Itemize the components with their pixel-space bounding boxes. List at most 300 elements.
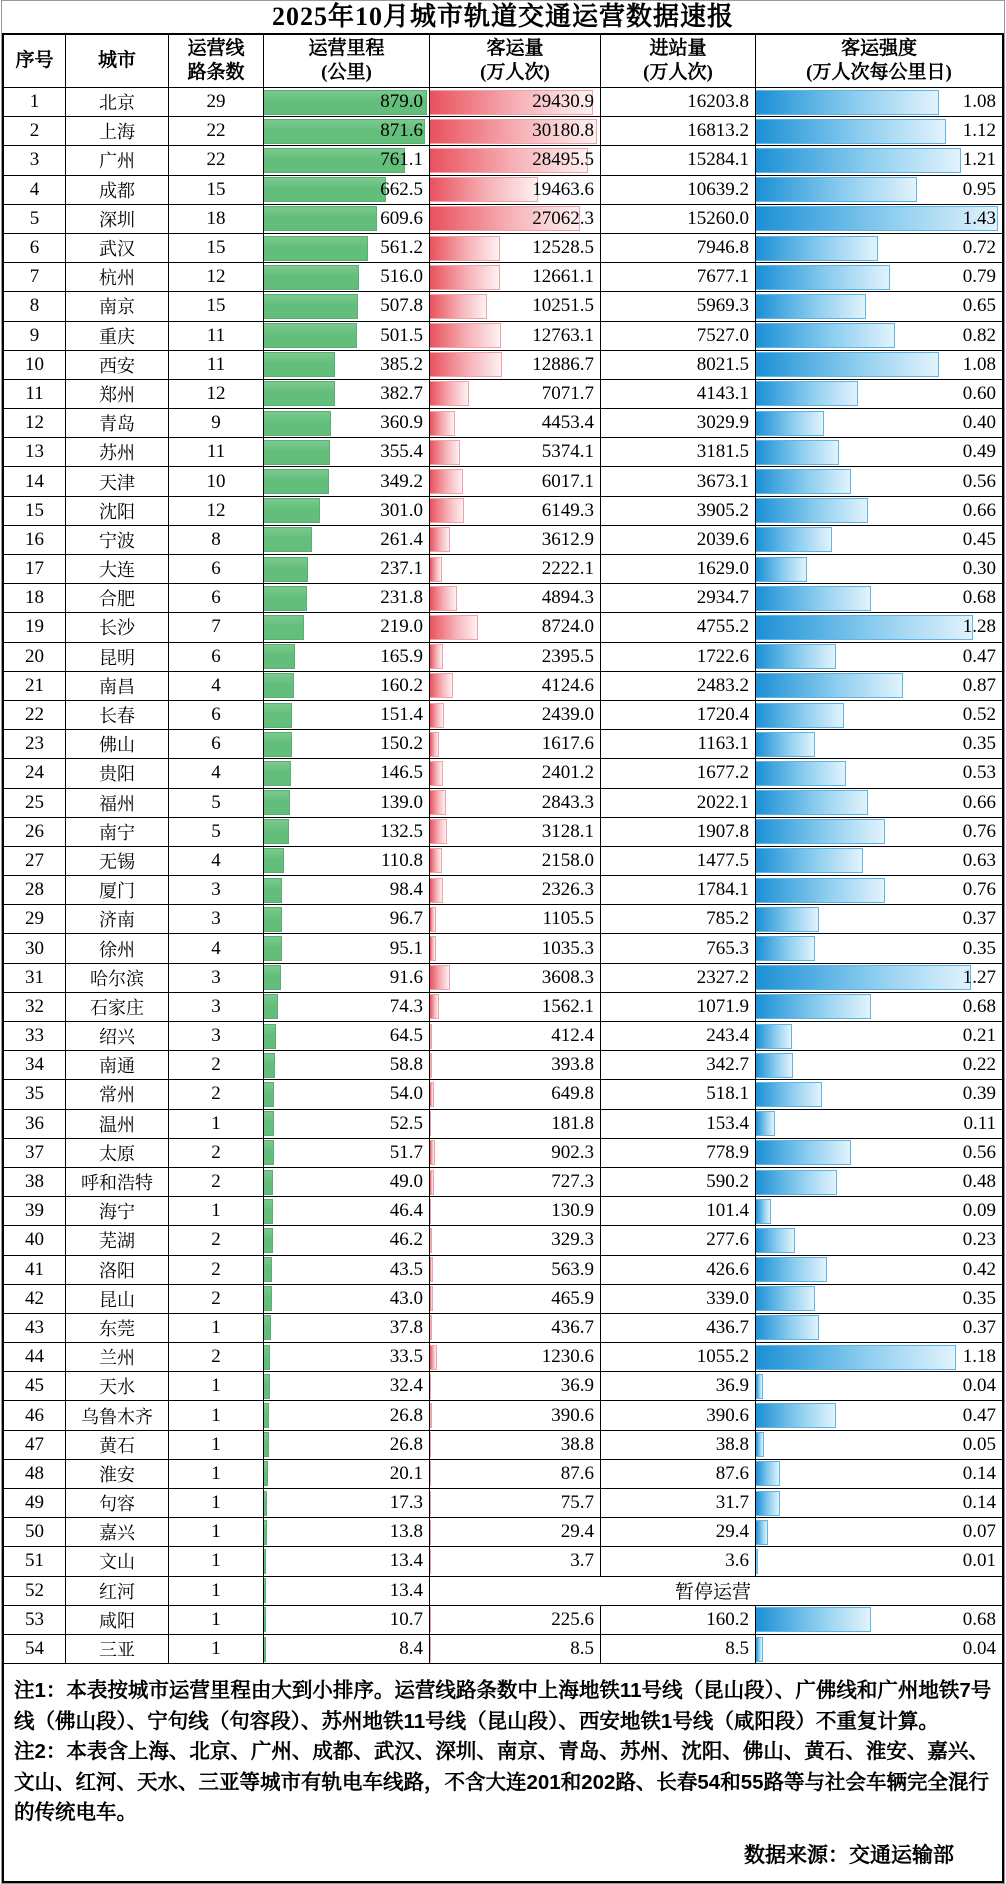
cell-entries: [600, 992, 755, 1021]
cell-index: [4, 1109, 65, 1138]
cell-volume: [429, 1517, 600, 1546]
intensity-bar: [756, 878, 885, 903]
cell-volume: [429, 1605, 600, 1634]
cell-intensity: [755, 642, 1002, 671]
index-value: 52: [25, 1579, 44, 1601]
cell-index: [4, 1517, 65, 1546]
index-value: 32: [25, 995, 44, 1017]
data-table: [2, 33, 1004, 1663]
intensity-value: 0.35: [962, 1287, 996, 1309]
index-value: 16: [25, 528, 44, 550]
cell-intensity: [755, 1050, 1002, 1079]
volume-value: 38.8: [560, 1433, 594, 1455]
intensity-bar: [756, 965, 971, 990]
volume-bar: [430, 1082, 434, 1107]
entries-value: 243.4: [706, 1025, 749, 1047]
index-value: 38: [25, 1171, 44, 1193]
cell-mileage: [263, 145, 429, 174]
index-value: 30: [25, 937, 44, 959]
volume-bar: [430, 352, 502, 377]
volume-bar: [430, 381, 469, 406]
intensity-value: 0.01: [962, 1550, 996, 1572]
cell-mileage: [263, 496, 429, 525]
lines-count: 1: [211, 1375, 221, 1397]
city-name: 长沙: [99, 618, 135, 639]
cell-city: [65, 1284, 168, 1313]
cell-mileage: [263, 87, 429, 116]
cell-intensity: [755, 204, 1002, 233]
mileage-value: 301.0: [380, 499, 423, 521]
cell-volume: [429, 700, 600, 729]
mileage-value: 13.8: [389, 1521, 423, 1543]
cell-lines: [168, 321, 263, 350]
index-value: 42: [25, 1287, 44, 1309]
mileage-value: 74.3: [389, 995, 423, 1017]
cell-city: [65, 145, 168, 174]
lines-count: 12: [206, 499, 226, 521]
cell-volume: [429, 1050, 600, 1079]
cell-volume: [429, 583, 600, 612]
cell-index: [4, 379, 65, 408]
mileage-value: 49.0: [389, 1171, 423, 1193]
intensity-bar: [756, 265, 890, 290]
index-value: 2: [29, 120, 40, 142]
intensity-bar: [756, 1549, 758, 1574]
intensity-bar: [756, 323, 895, 348]
mileage-value: 761.1: [380, 149, 423, 171]
index-value: 27: [25, 849, 44, 871]
cell-index: [4, 817, 65, 846]
index-value: 24: [25, 762, 44, 784]
cell-city: [65, 729, 168, 758]
mileage-bar: [264, 732, 292, 757]
entries-value: 153.4: [706, 1112, 749, 1134]
cell-volume: [429, 408, 600, 437]
cell-volume: [429, 1021, 600, 1050]
cell-mileage: [263, 846, 429, 875]
volume-value: 1617.6: [541, 733, 594, 755]
cell-intensity: [755, 554, 1002, 583]
cell-city: [65, 1167, 168, 1196]
intensity-bar: [756, 352, 939, 377]
lines-count: 2: [211, 1346, 221, 1368]
cell-mileage: [263, 437, 429, 466]
cell-volume: [429, 1079, 600, 1108]
cell-lines: [168, 671, 263, 700]
city-name: 三亚: [99, 1640, 135, 1661]
mileage-bar: [264, 1578, 266, 1603]
volume-bar: [430, 1315, 432, 1340]
entries-value: 2039.6: [696, 528, 749, 550]
entries-value: 2327.2: [696, 966, 749, 988]
header-label: 序号: [15, 50, 54, 71]
cell-intensity: [755, 612, 1002, 641]
cell-index: [4, 321, 65, 350]
cell-entries: [600, 1342, 755, 1371]
cell-city: [65, 233, 168, 262]
cell-intensity: [755, 496, 1002, 525]
entries-value: 10639.2: [687, 178, 749, 200]
cell-index: [4, 642, 65, 671]
index-value: 28: [25, 879, 44, 901]
cell-city: [65, 1488, 168, 1517]
intensity-bar: [756, 586, 871, 611]
intensity-bar: [756, 1024, 792, 1049]
intensity-bar: [756, 644, 836, 669]
mileage-value: 20.1: [389, 1462, 423, 1484]
lines-count: 6: [211, 704, 221, 726]
cell-city: [65, 350, 168, 379]
mileage-bar: [264, 1024, 276, 1049]
cell-intensity: [755, 1021, 1002, 1050]
cell-mileage: [263, 642, 429, 671]
cell-city: [65, 437, 168, 466]
city-name: 西安: [99, 355, 135, 376]
volume-value: 8724.0: [541, 616, 594, 638]
mileage-value: 150.2: [380, 733, 423, 755]
intensity-bar: [756, 819, 885, 844]
mileage-bar: [264, 1637, 266, 1662]
volume-value: 12528.5: [532, 237, 594, 259]
volume-value: 3608.3: [541, 966, 594, 988]
index-value: 15: [25, 499, 44, 521]
mileage-value: 13.4: [389, 1550, 423, 1572]
intensity-value: 0.82: [962, 324, 996, 346]
cell-index: [4, 496, 65, 525]
volume-value: 12763.1: [532, 324, 594, 346]
header-label: (万人次每公里日): [806, 62, 952, 83]
lines-count: 1: [211, 1433, 221, 1455]
mileage-value: 662.5: [380, 178, 423, 200]
entries-value: 101.4: [706, 1200, 749, 1222]
cell-entries: [600, 554, 755, 583]
lines-count: 3: [211, 908, 221, 930]
city-name: 贵阳: [99, 764, 135, 785]
cell-index: [4, 1225, 65, 1254]
lines-count: 2: [211, 1229, 221, 1251]
mileage-value: 219.0: [380, 616, 423, 638]
cell-volume: [429, 992, 600, 1021]
cell-city: [65, 1079, 168, 1108]
cell-index: [4, 1167, 65, 1196]
entries-value: 8.5: [725, 1638, 749, 1660]
lines-count: 15: [206, 237, 226, 259]
index-value: 45: [25, 1375, 44, 1397]
cell-entries: [600, 175, 755, 204]
mileage-bar: [264, 1286, 272, 1311]
city-name: 大连: [99, 560, 135, 581]
volume-value: 563.9: [551, 1258, 594, 1280]
mileage-value: 13.4: [389, 1579, 423, 1601]
city-name: 长春: [99, 706, 135, 727]
cell-mileage: [263, 116, 429, 145]
cell-lines: [168, 204, 263, 233]
lines-count: 11: [206, 441, 226, 463]
lines-count: 8: [211, 528, 221, 550]
cell-lines: [168, 262, 263, 291]
intensity-value: 0.37: [962, 1316, 996, 1338]
cell-mileage: [263, 1079, 429, 1108]
cell-volume: [429, 1284, 600, 1313]
cell-index: [4, 612, 65, 641]
lines-count: 4: [211, 849, 221, 871]
header-label: 路条数: [187, 62, 245, 83]
volume-value: 10251.5: [532, 295, 594, 317]
cell-mileage: [263, 379, 429, 408]
lines-count: 3: [211, 966, 221, 988]
page-title: 2025年10月城市轨道交通运营数据速报: [271, 2, 734, 31]
cell-city: [65, 1400, 168, 1429]
lines-count: 2: [211, 1258, 221, 1280]
volume-value: 2158.0: [541, 849, 594, 871]
volume-value: 29430.9: [532, 91, 594, 113]
cell-index: [4, 350, 65, 379]
cell-lines: [168, 642, 263, 671]
city-name: 广州: [99, 151, 135, 172]
cell-mileage: [263, 788, 429, 817]
index-value: 41: [25, 1258, 44, 1280]
intensity-bar: [756, 1228, 795, 1253]
entries-value: 3029.9: [696, 412, 749, 434]
entries-value: 785.2: [706, 908, 749, 930]
volume-value: 1035.3: [541, 937, 594, 959]
mileage-bar: [264, 1461, 268, 1486]
cell-volume: [429, 788, 600, 817]
cell-volume: [429, 904, 600, 933]
cell-entries: [600, 700, 755, 729]
cell-volume: [429, 1109, 600, 1138]
cell-index: [4, 1459, 65, 1488]
mileage-bar: [264, 703, 292, 728]
header-cell-lines: [168, 35, 263, 87]
cell-entries: [600, 1255, 755, 1284]
cell-intensity: [755, 817, 1002, 846]
intensity-value: 0.65: [962, 295, 996, 317]
volume-value: 412.4: [551, 1025, 594, 1047]
city-name: 上海: [99, 122, 135, 143]
volume-value: 12661.1: [532, 266, 594, 288]
cell-mileage: [263, 817, 429, 846]
lines-count: 18: [206, 207, 226, 229]
cell-volume: [429, 525, 600, 554]
volume-value: 2222.1: [541, 558, 594, 580]
index-value: 4: [29, 178, 40, 200]
cell-index: [4, 1255, 65, 1284]
cell-entries: [600, 904, 755, 933]
intensity-value: 0.05: [962, 1433, 996, 1455]
volume-value: 1105.5: [542, 908, 594, 930]
cell-intensity: [755, 87, 1002, 116]
volume-value: 436.7: [551, 1316, 594, 1338]
volume-value: 12886.7: [532, 353, 594, 375]
cell-mileage: [263, 583, 429, 612]
cell-mileage: [263, 350, 429, 379]
mileage-bar: [264, 1199, 273, 1224]
mileage-value: 91.6: [389, 966, 423, 988]
mileage-bar: [264, 177, 386, 202]
cell-mileage: [263, 1488, 429, 1517]
cell-intensity: [755, 350, 1002, 379]
volume-value: 6017.1: [541, 470, 594, 492]
mileage-bar: [264, 1607, 266, 1632]
intensity-value: 0.87: [962, 674, 996, 696]
index-value: 33: [25, 1025, 44, 1047]
lines-count: 1: [211, 1112, 221, 1134]
volume-value: 4453.4: [541, 412, 594, 434]
cell-lines: [168, 1255, 263, 1284]
cell-city: [65, 87, 168, 116]
entries-value: 1629.0: [696, 558, 749, 580]
intensity-value: 1.28: [962, 616, 996, 638]
index-value: 11: [25, 382, 44, 404]
intensity-bar: [756, 790, 868, 815]
cell-entries: [600, 642, 755, 671]
cell-mileage: [263, 612, 429, 641]
lines-count: 1: [211, 1638, 221, 1660]
index-value: 54: [25, 1638, 44, 1660]
cell-volume: [429, 1342, 600, 1371]
cell-city: [65, 1342, 168, 1371]
mileage-bar: [264, 1111, 274, 1136]
intensity-bar: [756, 527, 832, 552]
header-label: 城市: [97, 50, 136, 71]
index-value: 20: [25, 645, 44, 667]
header-cell-city: [65, 35, 168, 87]
cell-entries: [600, 758, 755, 787]
entries-value: 2934.7: [696, 587, 749, 609]
mileage-bar: [264, 790, 290, 815]
cell-entries: [600, 87, 755, 116]
volume-value: 727.3: [551, 1171, 594, 1193]
header-label: 运营线: [187, 38, 245, 59]
cell-entries: [600, 817, 755, 846]
lines-count: 6: [211, 558, 221, 580]
intensity-bar: [756, 1170, 837, 1195]
header-cell-index: [4, 35, 65, 87]
cell-mileage: [263, 175, 429, 204]
cell-intensity: [755, 262, 1002, 291]
footnotes-section: [2, 1663, 1004, 1883]
cell-intensity: [755, 671, 1002, 700]
volume-value: 3128.1: [541, 820, 594, 842]
city-name: 南京: [99, 297, 135, 318]
volume-bar: [430, 1053, 432, 1078]
cell-volume: [429, 1196, 600, 1225]
intensity-value: 0.11: [963, 1112, 996, 1134]
cell-intensity: [755, 1517, 1002, 1546]
cell-lines: [168, 437, 263, 466]
volume-bar: [430, 994, 439, 1019]
intensity-value: 0.49: [962, 441, 996, 463]
cell-entries: [600, 846, 755, 875]
cell-index: [4, 204, 65, 233]
index-value: 6: [29, 237, 40, 259]
mileage-value: 10.7: [389, 1608, 423, 1630]
volume-bar: [430, 1199, 431, 1224]
city-name: 杭州: [99, 268, 135, 289]
cell-volume: [429, 1225, 600, 1254]
cell-mileage: [263, 466, 429, 495]
cell-entries: [600, 1196, 755, 1225]
mileage-bar: [264, 527, 312, 552]
mileage-bar: [264, 936, 282, 961]
cell-lines: [168, 1517, 263, 1546]
city-name: 济南: [99, 910, 135, 931]
header-label: 客运量: [486, 38, 544, 59]
cell-intensity: [755, 175, 1002, 204]
intensity-bar: [756, 1461, 780, 1486]
mileage-value: 139.0: [380, 791, 423, 813]
mileage-bar: [264, 1257, 272, 1282]
volume-bar: [430, 1403, 432, 1428]
mileage-bar: [264, 1520, 267, 1545]
volume-value: 329.3: [551, 1229, 594, 1251]
volume-bar: [430, 1286, 433, 1311]
cell-entries: [600, 1313, 755, 1342]
lines-count: 1: [211, 1200, 221, 1222]
cell-entries: [600, 437, 755, 466]
cell-index: [4, 291, 65, 320]
volume-bar: [430, 1374, 431, 1399]
cell-mileage: [263, 1138, 429, 1167]
cell-entries: [600, 496, 755, 525]
cell-intensity: [755, 992, 1002, 1021]
intensity-bar: [756, 1637, 763, 1662]
lines-count: 6: [211, 587, 221, 609]
cell-intensity: [755, 904, 1002, 933]
cell-lines: [168, 758, 263, 787]
entries-value: 31.7: [715, 1492, 749, 1514]
cell-entries: [600, 204, 755, 233]
cell-entries: [600, 1021, 755, 1050]
city-name: 苏州: [99, 443, 135, 464]
mileage-bar: [264, 615, 304, 640]
intensity-value: 0.39: [962, 1083, 996, 1105]
cell-entries: [600, 1167, 755, 1196]
volume-value: 75.7: [560, 1492, 594, 1514]
mileage-value: 879.0: [380, 91, 423, 113]
cell-mileage: [263, 1050, 429, 1079]
volume-bar: [430, 1637, 431, 1662]
cell-lines: [168, 817, 263, 846]
cell-entries: [600, 262, 755, 291]
volume-bar: [430, 236, 500, 261]
volume-value: 5374.1: [541, 441, 594, 463]
cell-mileage: [263, 904, 429, 933]
cell-mileage: [263, 700, 429, 729]
entries-value: 38.8: [715, 1433, 749, 1455]
mileage-value: 52.5: [389, 1112, 423, 1134]
cell-volume: [429, 233, 600, 262]
cell-entries: [600, 1517, 755, 1546]
volume-bar: [430, 177, 538, 202]
lines-count: 5: [211, 820, 221, 842]
index-value: 17: [25, 558, 44, 580]
entries-value: 390.6: [706, 1404, 749, 1426]
cell-volume: [429, 466, 600, 495]
lines-count: 3: [211, 995, 221, 1017]
cell-lines: [168, 1488, 263, 1517]
city-name: 咸阳: [99, 1610, 135, 1631]
cell-volume: [429, 817, 600, 846]
intensity-value: 0.07: [962, 1521, 996, 1543]
lines-count: 1: [211, 1608, 221, 1630]
cell-lines: [168, 583, 263, 612]
intensity-value: 1.08: [962, 353, 996, 375]
cell-mileage: [263, 262, 429, 291]
header-cell-mileage: [263, 35, 429, 87]
mileage-bar: [264, 1374, 270, 1399]
